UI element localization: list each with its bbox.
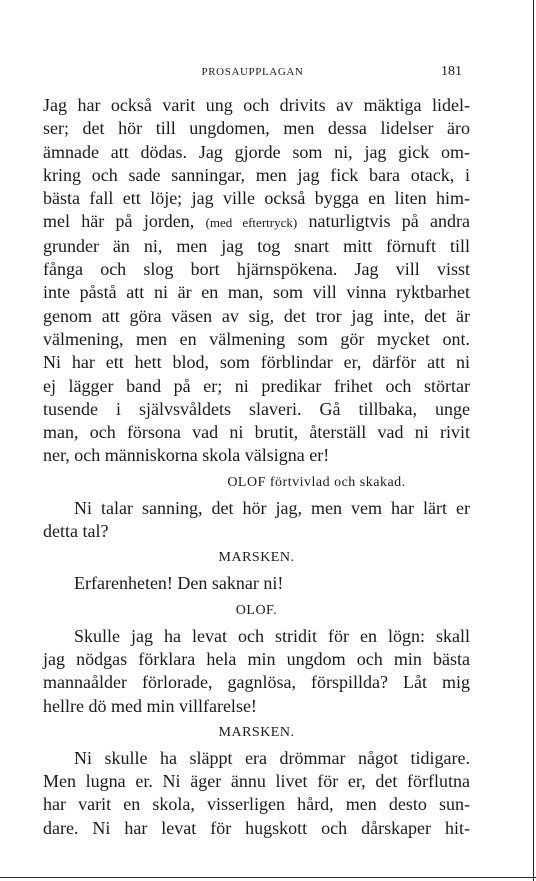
- text-line: detta tal?: [43, 521, 109, 542]
- inline-stage-direction: (med eftertryck): [205, 215, 298, 231]
- page-edge-bottom: [0, 877, 536, 878]
- text-line: tusende i självsvåldets slaveri. Gå tillbaka, unge: [43, 398, 470, 419]
- text-line: Men lugna er. Ni äger ännu livet för er, det förflutna: [43, 771, 470, 792]
- text-line: mannaålder förlorade, gagnlösa, förspillda? Låt mig: [43, 672, 470, 693]
- text-line: inte påstå att ni är en man, som vill vinna ryktbarhet: [43, 282, 470, 303]
- text-line: ner, och människorna skola välsigna er!: [43, 445, 330, 466]
- speaker-heading-marsken: MARSKEN.: [218, 550, 295, 566]
- text-line: Ni har ett hett blod, som förblindar er, därför att ni: [43, 352, 470, 373]
- text-line: Skulle jag ha levat och stridit för en lögn: skall: [74, 625, 470, 646]
- text-line: Ni skulle ha släppt era drömmar något tidigare.: [74, 747, 470, 768]
- text-line: har varit en skola, visserligen hård, men desto sun-: [43, 794, 470, 815]
- text-line: kring och sade sanningar, men jag fick bara otack, i: [43, 164, 470, 185]
- paragraph-marsken-reply: [43, 572, 470, 595]
- stage-direction: förtvivlad och skakad.: [269, 474, 406, 490]
- text-line: fånga och slog bort hjärnspökena. Jag vill visst: [43, 259, 470, 280]
- text-line: Erfarenheten! Den saknar ni!: [74, 573, 284, 594]
- paragraph-olof-speech: [43, 497, 470, 544]
- text-line: dare. Ni har levat för hugskott och dårskaper hit-: [43, 817, 470, 838]
- speaker-heading-olof: OLOF.: [235, 602, 278, 618]
- speaker-heading-marsken: MARSKEN.: [218, 724, 295, 740]
- text-line: jag nödgas förklara hela min ungdom och min bästa: [43, 648, 470, 669]
- text-line: ämnade att dödas. Jag gjorde som ni, jag gick om-: [43, 141, 470, 162]
- text-segment: naturligtvis på andra: [297, 211, 471, 232]
- running-head: PROSAUPPLAGAN: [201, 66, 304, 78]
- page-header: [43, 66, 462, 82]
- text-segment: mel här på jorden,: [43, 211, 206, 232]
- text-line: man, och försona vad ni brutit, återställ vad ni rivit: [43, 422, 470, 443]
- page-edge-right: [533, 0, 534, 881]
- speaker-heading-olof: [43, 471, 470, 494]
- page-number: 181: [441, 64, 462, 79]
- text-line: ej lägger band på er; ni predikar frihet och störtar: [43, 375, 470, 396]
- text-line: bästa fall ett löje; jag ville också bygga en liten him-: [43, 188, 470, 209]
- text-line: Ni talar sanning, det hör jag, men vem har lärt er: [74, 497, 470, 518]
- text-line: Jag har också varit ung och drivits av mäktiga lidel-: [43, 95, 470, 115]
- text-line: välmening, men en välmening som gör mycket ont.: [43, 328, 470, 349]
- paragraph-marsken-speech: [43, 94, 470, 468]
- body-text: [43, 94, 470, 840]
- text-line-with-stage-direction: [43, 210, 470, 234]
- text-line: hellre dö med min villfarelse!: [43, 695, 257, 716]
- speaker-name: OLOF: [227, 474, 266, 490]
- text-line: genom att göra väsen av sig, det tror jag inte, det är: [43, 305, 470, 326]
- text-line: ser; det hör till ungdomen, men dessa lidelser äro: [43, 118, 470, 139]
- paragraph-olof-reply: [43, 625, 470, 718]
- paragraph-marsken-final: [43, 747, 470, 840]
- text-line: grunder än ni, men jag tog snart mitt förnuft till: [43, 235, 470, 256]
